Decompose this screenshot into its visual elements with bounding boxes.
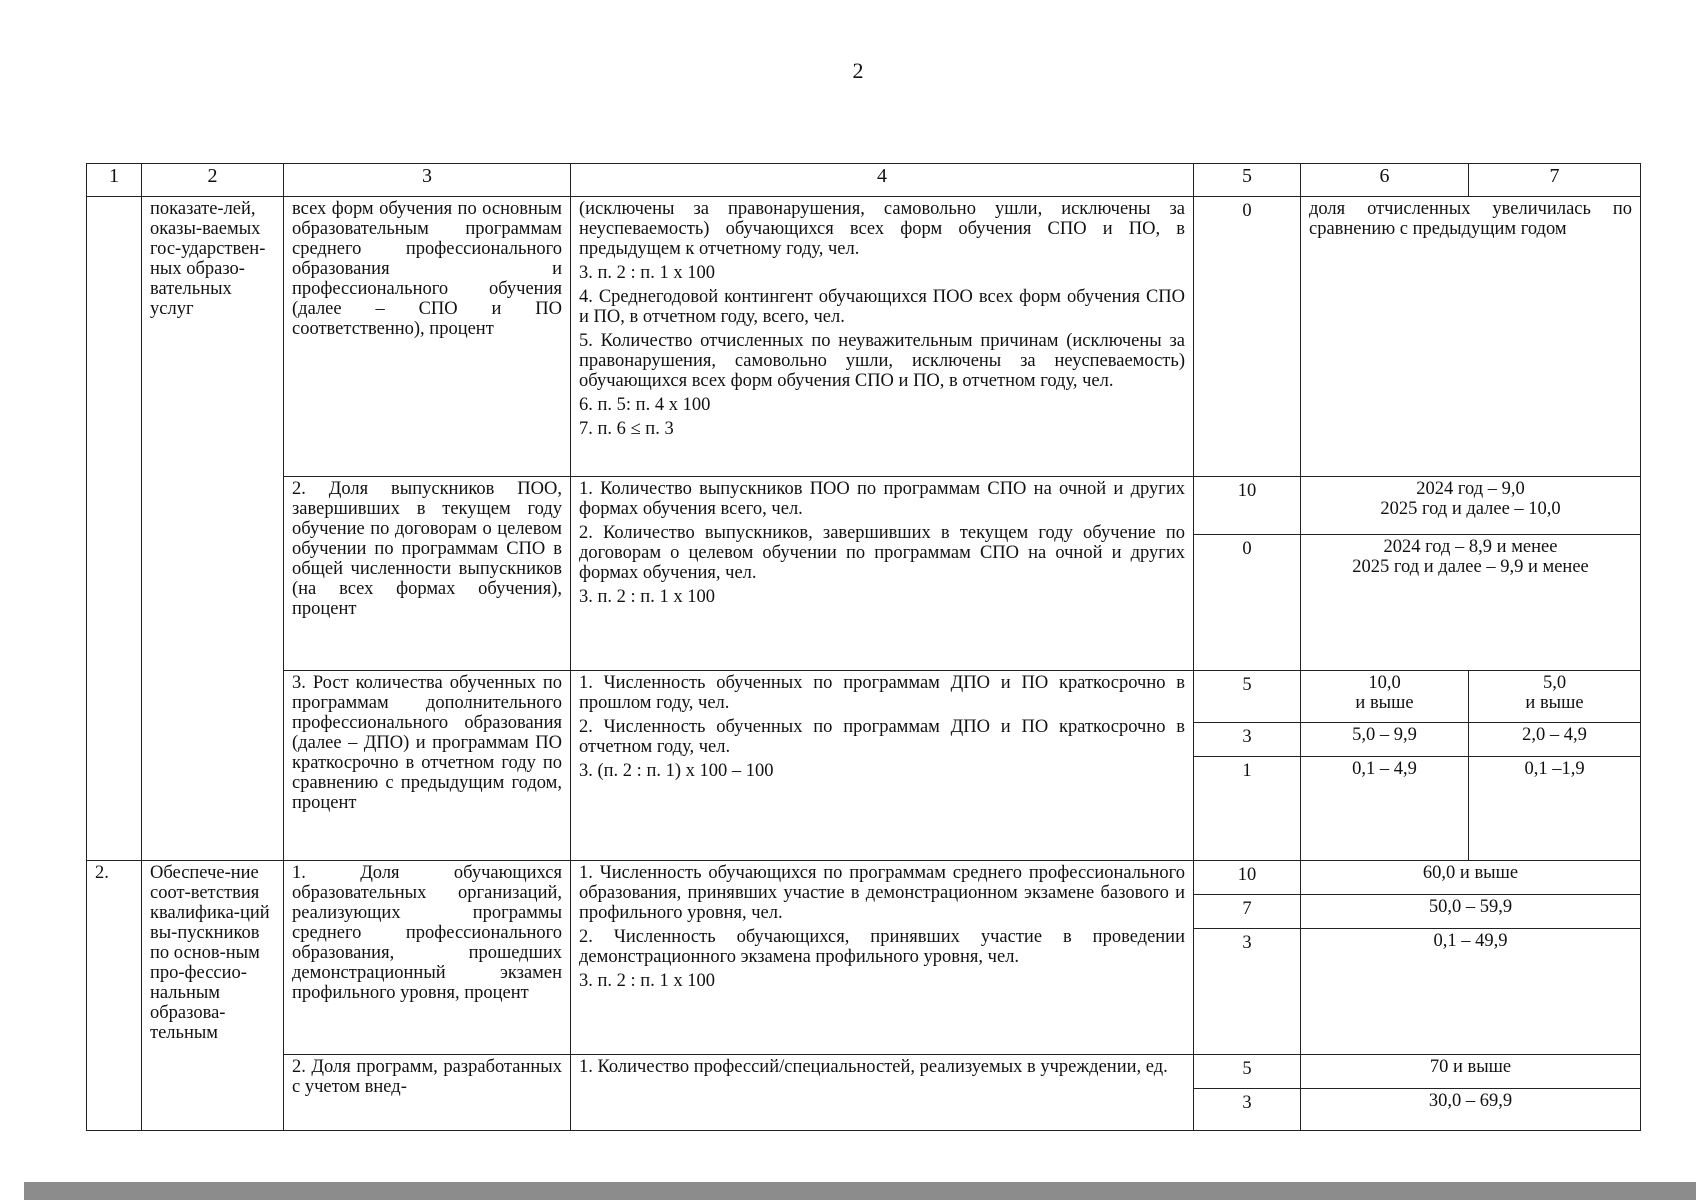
cell-score: 10 bbox=[1194, 861, 1301, 895]
criteria-table bbox=[86, 163, 1641, 1131]
cell-value: доля отчисленных увеличилась по сравнению с предыдущим годом bbox=[1301, 197, 1641, 477]
header-col-3: 3 bbox=[284, 164, 571, 197]
cell-value: 2024 год – 9,0 2025 год и далее – 10,0 bbox=[1301, 477, 1641, 535]
cell-value: 2,0 – 4,9 bbox=[1469, 723, 1641, 757]
header-col-6: 6 bbox=[1301, 164, 1469, 197]
cell-value: 70 и выше bbox=[1301, 1055, 1641, 1089]
cell-calculation: (исключены за правонарушения, самовольно ушли, исключены за неуспеваемость) обучающихся всех форм обучения СПО и ПО, в предыдущем к отчетному году, чел. 3. п. 2 : п. 1 х 100 4. Среднегодовой контингент обучающихся ПОО всех форм обучения СПО и ПО, в отчетном году, всего, чел. 5. Количество отчисленных по неуважительным причинам (исключены за правонарушения, самовольно ушли, исключены за неуспеваемость) обучающихся всех форм обучения СПО и ПО, в отчетном году, чел. 6. п. 5: п. 4 х 100 7. п. 6 ≤ п. 3 bbox=[571, 197, 1194, 477]
table-row bbox=[87, 1055, 1641, 1089]
table-row bbox=[87, 477, 1641, 535]
cell-value: 60,0 и выше bbox=[1301, 861, 1641, 895]
cell-score: 3 bbox=[1194, 929, 1301, 1055]
cell-calculation: 1. Численность обученных по программам ДПО и ПО краткосрочно в прошлом году, чел. 2. Численность обученных по программам ДПО и ПО краткосрочно в отчетном году, чел. 3. (п. 2 : п. 1) х 100 – 100 bbox=[571, 671, 1194, 861]
header-col-1: 1 bbox=[87, 164, 142, 197]
cell-score: 5 bbox=[1194, 1055, 1301, 1089]
cell-score: 1 bbox=[1194, 757, 1301, 861]
cell-indicator: 2. Доля выпускников ПОО, завершивших в текущем году обучение по договорам о целевом обучении по программам СПО в общей численности выпускников (на всех формах обучения), процент bbox=[284, 477, 571, 671]
cell-value: 50,0 – 59,9 bbox=[1301, 895, 1641, 929]
cell-criterion: Обеспече-ние соот-ветствия квалифика-ций вы-пускников по основ-ным про-фессио-нальным образова-тельным bbox=[142, 861, 284, 1131]
header-col-4: 4 bbox=[571, 164, 1194, 197]
cell-score: 3 bbox=[1194, 1089, 1301, 1131]
cell-indicator: всех форм обучения по основным образовательным программам среднего профессионального образования и профессионального обучения (далее – СПО и ПО соответственно), процент bbox=[284, 197, 571, 477]
header-row bbox=[87, 164, 1641, 197]
cell-indicator: 3. Рост количества обученных по программам дополнительного профессионального образования (далее – ДПО) и программам ПО краткосрочно в отчетном году по сравнению с предыдущим годом, процент bbox=[284, 671, 571, 861]
scan-edge-bar bbox=[24, 1182, 1696, 1200]
cell-score: 0 bbox=[1194, 197, 1301, 477]
cell-score: 0 bbox=[1194, 535, 1301, 671]
cell-criterion: показате-лей, оказы-ваемых гос-ударствен-ных образо-вательных услуг bbox=[142, 197, 284, 861]
cell-value: 0,1 – 49,9 bbox=[1301, 929, 1641, 1055]
table-row bbox=[87, 671, 1641, 723]
cell-value: 30,0 – 69,9 bbox=[1301, 1089, 1641, 1131]
cell-score: 3 bbox=[1194, 723, 1301, 757]
cell-value: 2024 год – 8,9 и менее 2025 год и далее – 9,9 и менее bbox=[1301, 535, 1641, 671]
page-number: 2 bbox=[852, 58, 864, 83]
cell-value: 5,0 – 9,9 bbox=[1301, 723, 1469, 757]
cell-value: 5,0 и выше bbox=[1469, 671, 1641, 723]
cell-value: 0,1 –1,9 bbox=[1469, 757, 1641, 861]
cell-score: 7 bbox=[1194, 895, 1301, 929]
cell-value: 0,1 – 4,9 bbox=[1301, 757, 1469, 861]
cell-score: 5 bbox=[1194, 671, 1301, 723]
cell-indicator: 2. Доля программ, разработанных с учетом внед- bbox=[284, 1055, 571, 1131]
cell-score: 10 bbox=[1194, 477, 1301, 535]
cell-indicator: 1. Доля обучающихся образовательных организаций, реализующих программы среднего профессионального образования, прошедших демонстрационный экзамен профильного уровня, процент bbox=[284, 861, 571, 1055]
cell-calculation: 1. Численность обучающихся по программам среднего профессионального образования, принявших участие в демонстрационном экзамене базового и профильного уровня, чел. 2. Численность обучающихся, принявших участие в проведении демонстрационного экзамена профильного уровня, чел. 3. п. 2 : п. 1 х 100 bbox=[571, 861, 1194, 1055]
cell-calculation: 1. Количество профессий/специальностей, реализуемых в учреждении, ед. bbox=[571, 1055, 1194, 1131]
header-col-5: 5 bbox=[1194, 164, 1301, 197]
table-row bbox=[87, 197, 1641, 477]
cell-calculation: 1. Количество выпускников ПОО по программам СПО на очной и других формах обучения всего, чел. 2. Количество выпускников, завершивших в текущем году обучение по договорам о целевом обучении по программам СПО на очной и других формах обучения, чел. 3. п. 2 : п. 1 х 100 bbox=[571, 477, 1194, 671]
header-col-2: 2 bbox=[142, 164, 284, 197]
cell-number bbox=[87, 197, 142, 861]
cell-value: 10,0 и выше bbox=[1301, 671, 1469, 723]
cell-number: 2. bbox=[87, 861, 142, 1131]
table-row bbox=[87, 861, 1641, 895]
header-col-7: 7 bbox=[1469, 164, 1641, 197]
